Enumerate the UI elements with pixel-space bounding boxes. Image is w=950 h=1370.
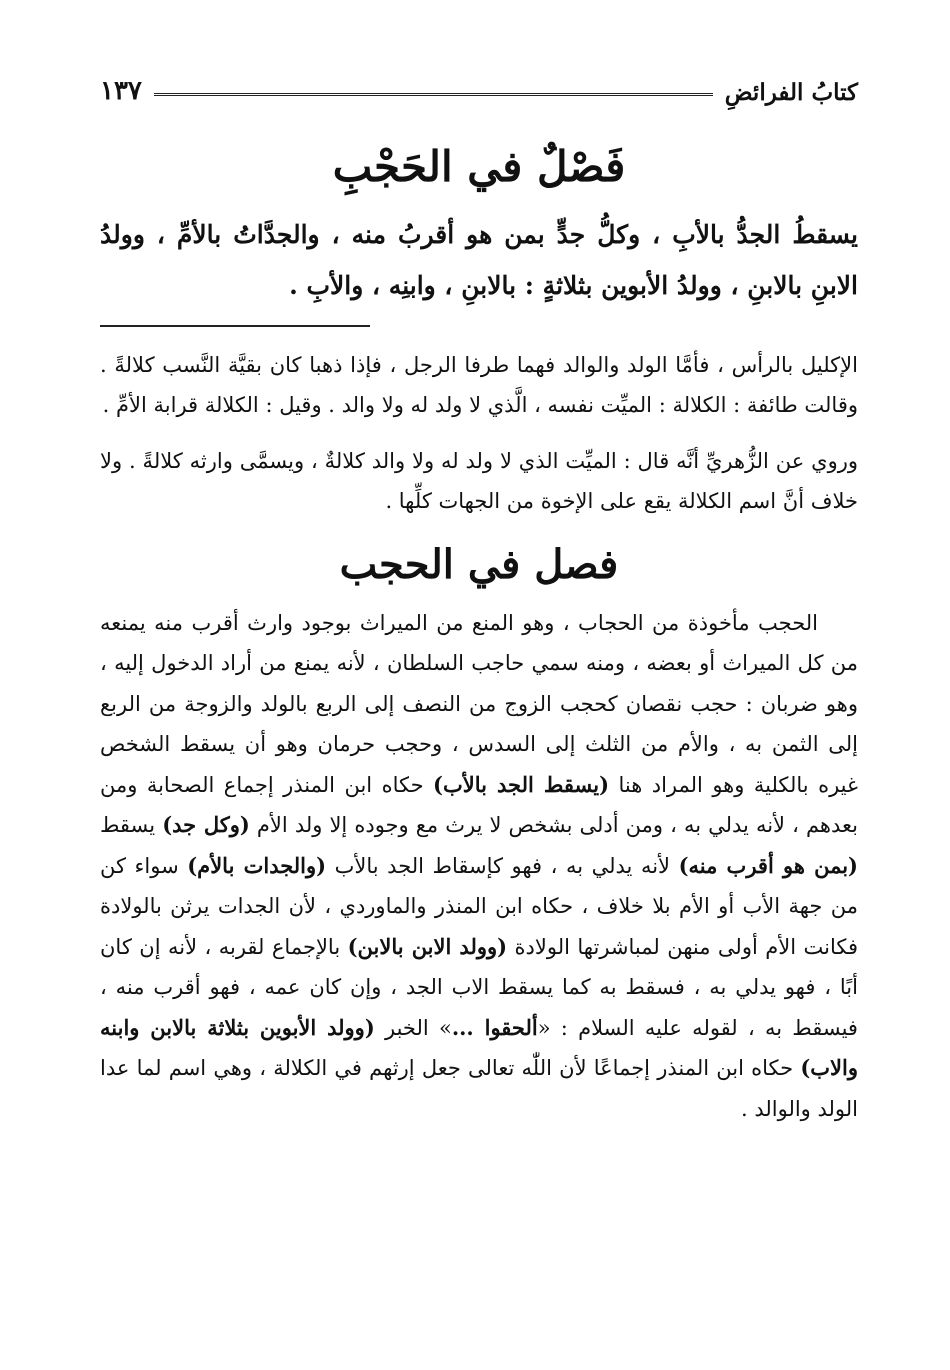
sharh-text-segment: حكاه ابن المنذر إجماعًا لأن اللّٰه تعالى جعل إرثهم في الكلالة ، وهي اسم لما عدا الولد والوالد . bbox=[100, 1056, 858, 1121]
running-header bbox=[100, 62, 858, 106]
commentary-paragraph: وروي عن الزُّهريِّ أنَّه قال : الميِّت الذي لا ولد له ولا والد كلالةٌ ، ويسمَّى وارثه كلالةً . ولا خلاف أنَّ اسم الكلالة يقع على الإخوة من الجهات كلِّها . bbox=[100, 448, 858, 513]
matn-quote: (بمن هو أقرب منه) bbox=[678, 852, 858, 878]
sharh-text-segment: » الخبر bbox=[374, 1015, 452, 1040]
header-rule bbox=[154, 93, 713, 96]
sharh-text-segment: لأنه يدلي به ، فهو كإسقاط الجد بالأب bbox=[326, 853, 679, 878]
sharh-text-segment: سواء كن من جهة الأب أو الأم بلا خلاف ، حكاه ابن المنذر والماوردي ، لأن الجدات يرثن بالولادة فكانت الأم أولى منهن لمباشرتها الولادة bbox=[100, 853, 859, 959]
matn-text: يسقطُ الجدُّ بالأبِ ، وكلُّ جدٍّ بمن هو أقربُ منه ، والجدَّاتُ بالأمِّ ، وولدُ الابنِ بالابنِ ، وولدُ الأبوين بثلاثةٍ : بالابنِ ، وابنِه ، والأبِ . bbox=[100, 219, 858, 300]
matn-quote: (يسقط الجد بالأب) bbox=[433, 771, 610, 797]
matn-quote: (وولد الابن بالابن) bbox=[347, 933, 508, 959]
matn-section-heading: فَصْلٌ في الحَجْبِ bbox=[332, 142, 626, 191]
sharh-text-segment: حكاه ابن المنذر إجماع الصحابة ومن بعدهم ، لأنه يدلي به ، ومن أدلى بشخص لا يرث مع وجوده إلا ولد الأم bbox=[100, 772, 859, 838]
matn-quote: (والجدات بالأم) bbox=[187, 852, 327, 878]
matn-divider bbox=[100, 325, 370, 327]
sharh-paragraph bbox=[100, 603, 858, 1130]
matn-quote: (وولد الأبوين بثلاثة بالابن وابنه والاب) bbox=[100, 1014, 858, 1081]
sharh-text-segment: الحجب مأخوذة من الحجاب ، وهو المنع من الميراث بوجود وارث أقرب منه يمنعه من كل الميراث أو بعضه ، ومنه سمي حاجب السلطان ، لأنه يمنع من أراد الدخول إليه ، وهو ضربان : حجب نقصان كحجب الزوج من النصف إلى الربع بالولد والزوجة من الربع إلى الثمن به ، والأم من الثلث إلى السدس ، وحجب حرمان وهو أن يسقط الشخص غيره بالكلية وهو المراد هنا bbox=[100, 610, 859, 797]
sharh-text-segment: بالإجماع لقربه ، لأنه إن كان أبًا ، فهو يدلي به ، فسقط به كما يسقط الاب الجد ، وإن كان عمه ، فهو أقرب منه ، فيسقط به ، لقوله عليه السلام : « bbox=[100, 934, 858, 1040]
matn-quote: (وكل جد) bbox=[162, 812, 250, 838]
sharh-text-segment: يسقط bbox=[100, 813, 163, 838]
book-title: كتابُ الفرائضِ bbox=[724, 79, 858, 106]
page-number: ١٣٧ bbox=[100, 76, 142, 106]
commentary-paragraph: الإكليل بالرأس ، فأمَّا الولد والوالد فهما طرفا الرجل ، فإذا ذهبا كان بقيَّة النَّسب كلالةً . وقالت طائفة : الكلالة : الميِّت نفسه ، الَّذي لا ولد له ولا والد . وقيل : الكلالة قرابة الأمِّ . bbox=[100, 352, 858, 417]
sharh-section-heading: فصل في الحجب bbox=[339, 540, 619, 588]
hadith-quote: ألحقوا ... bbox=[451, 1014, 538, 1040]
